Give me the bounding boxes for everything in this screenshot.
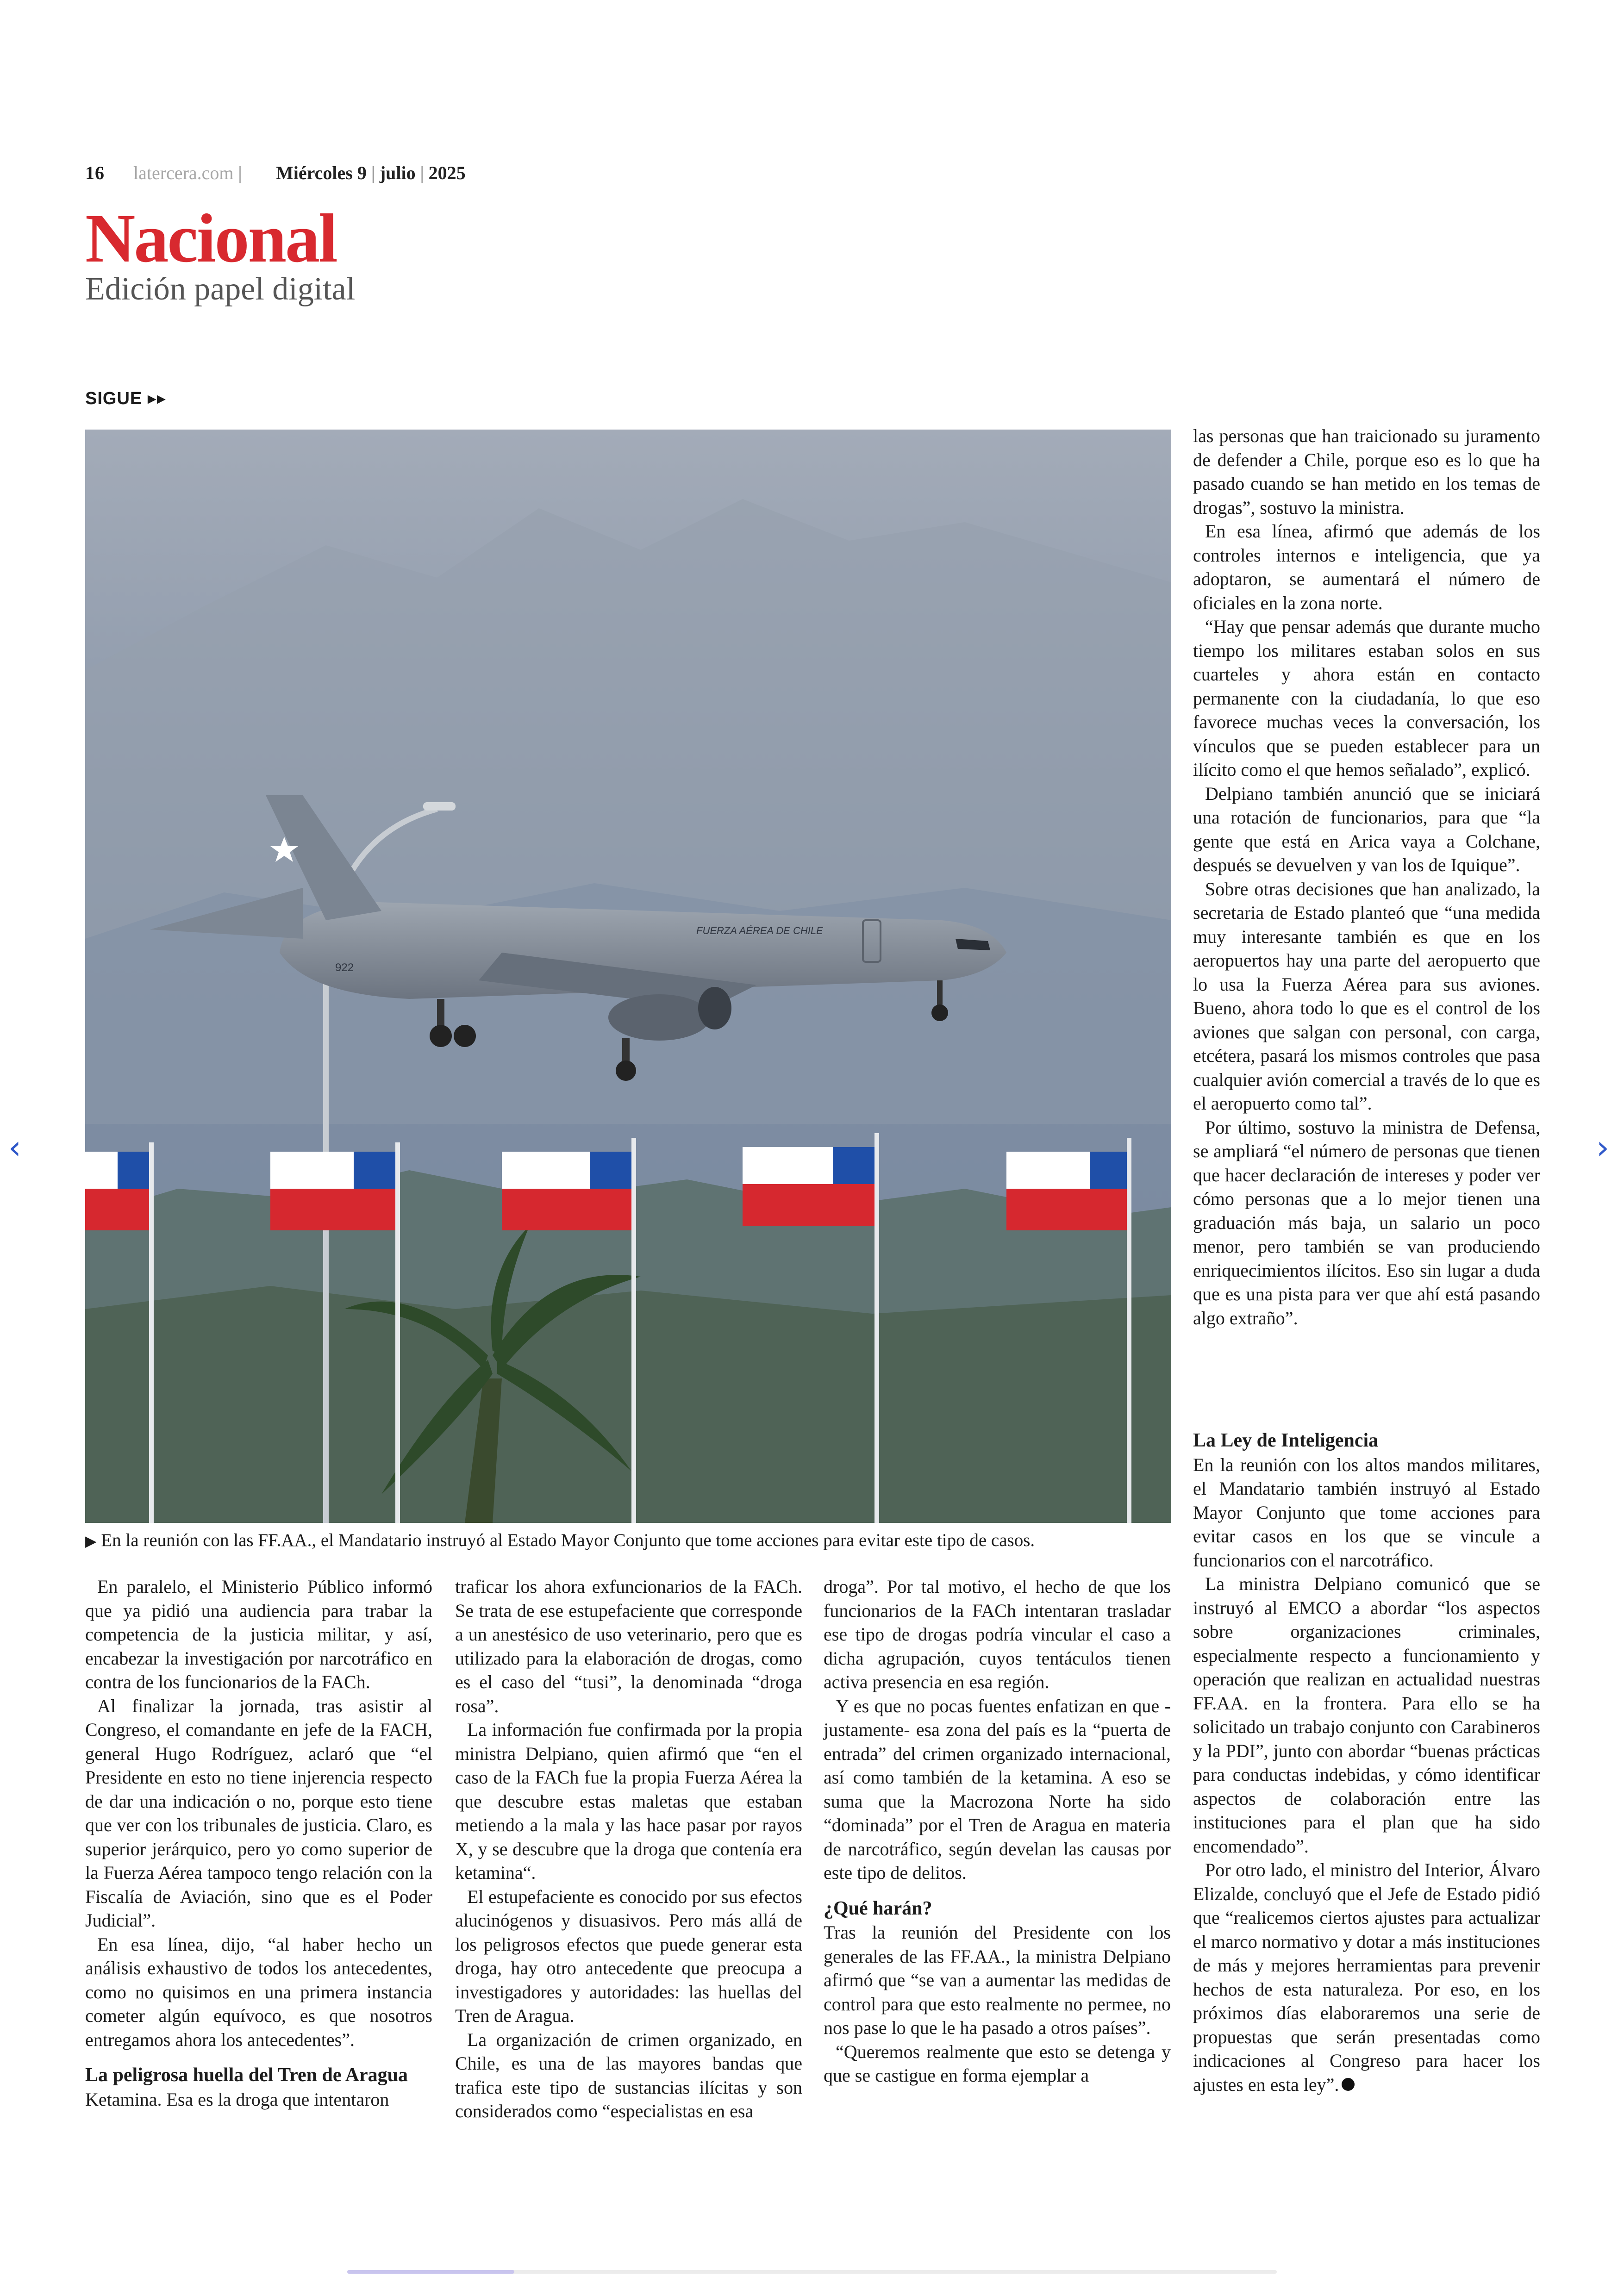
article-column-4-continued [1193,1429,1540,2096]
paragraph: Sobre otras decisiones que han analizado, la secretaria de Estado planteó que “una medida muy interesante también es que en los aeropuertos hay una parte del aeropuerto que lo usa la Fuerza Aérea para sus aviones. Bueno, ahora todo lo que es el control de los aviones que salgan con personal, con carga, etcétera, pasará los mismos controles que pasa cualquier avión comercial a través de lo que es el aeropuerto como tal”. [1193,878,1540,1114]
paragraph-text: Por otro lado, el ministro del Interior, Álvaro Elizalde, concluyó que el Jefe de Estado pidió que “realicemos ciertos ajustes para actualizar el marco normativo y dotar a más instituciones de más y mejores herramientas para prevenir hechos de esta naturaleza. Por eso, en los próximos días elaboraremos una serie de propuestas que serán presentadas como indicaciones al Congreso para hacer los ajustes en esta ley”. [1193,1859,1540,2095]
chevron-left-icon: ‹ [8,1129,21,1166]
article-column-4 [1193,424,1540,1330]
paragraph: Delpiano también anunció que se iniciará una rotación de funcionarios, para que “la gente que está en Arica vaya a Colchane, después se devuelven y van los de Iquique”. [1193,783,1540,875]
subheading: ¿Qué harán? [824,1897,932,1919]
page-progress-indicator [347,2270,514,2274]
article-column-2 [455,1575,802,2123]
kicker-label: SIGUE ▸▸ [85,389,166,408]
divider: | [238,162,242,183]
divider: | [420,162,424,183]
paragraph: El estupefaciente es conocido por sus efectos alucinógenos y disuasivos. Pero más allá de los peligrosos efectos que puede generar esta droga, hay otro antecedente que preocupa a investigadores y autoridades: las huellas del Tren de Aragua. [455,1886,802,2026]
end-of-article-icon [1342,2078,1355,2091]
airplane-photo-illustration [85,430,1171,1523]
paragraph: Tras la reunión del Presidente con los generales de las FF.AA., la ministra Delpiano afirmó que “se van a aumentar las medidas de control para que esto realmente no permee, no nos pase lo que le ha pasado a otros países”. [824,1922,1171,2038]
caption-text: En la reunión con las FF.AA., el Mandatario instruyó al Estado Mayor Conjunto que tome acciones para evitar este tipo de casos. [101,1530,1035,1550]
paragraph: La organización de crimen organizado, en Chile, es una de las mayores bandas que trafica este tipo de sustancias ilícitas y son considerados como “especialistas en esa [455,2029,802,2121]
page-number: 16 [85,162,105,183]
section-subtitle: Edición papel digital [85,271,356,307]
subheading: La peligrosa huella del Tren de Aragua [85,2064,408,2086]
paragraph: En paralelo, el Ministerio Público informó que ya pidió una audiencia para trabar la competencia de la justicia militar, y así, encabezar la investigación por narcotráfico en contra de los funcionarios de la FACh. [85,1576,432,1692]
svg-text:FUERZA AÉREA DE CHILE: FUERZA AÉREA DE CHILE [696,925,823,936]
paragraph: Ketamina. Esa es la droga que intentaron [85,2089,389,2110]
next-page-button[interactable] [1596,1131,1609,1164]
paragraph: En la reunión con los altos mandos militares, el Mandatario también instruyó al Estado Mayor Conjunto que tome acciones para evitar casos en los que se vincule a funcionarios con el narcotráfico. [1193,1454,1540,1571]
subheading: La Ley de Inteligencia [1193,1430,1379,1451]
paragraph: Al finalizar la jornada, tras asistir al Congreso, el comandante en jefe de la FACH, general Hugo Rodríguez, aclaró que “el Presidente en esto no tiene injerencia respecto de dar una indicación o no, porque esto tiene que ver con los tribunales de justicia. Claro, es superior jerárquico, pero yo como superior de la Fuerza Aérea tampoco tengo relación con la Fiscalía de Aviación, sino que es el Poder Judicial”. [85,1695,432,1931]
divider: | [371,162,375,183]
article-photo [85,430,1171,1523]
date-month: julio [379,162,416,183]
paragraph: “Queremos realmente que esto se detenga y que se castigue en forma ejemplar a [824,2041,1171,2086]
date-year: 2025 [428,162,466,183]
paragraph: En esa línea, afirmó que además de los controles internos e inteligencia, que ya adoptaron, se aumentará el número de oficiales en la zona norte. [1193,521,1540,613]
paragraph: La ministra Delpiano comunicó que se instruyó al EMCO a abordar “los aspectos sobre organizaciones criminales, especialmente respecto a funcionamiento y operación que realizan en actualidad nuestras FF.AA. en la frontera. Para ello se ha solicitado un trabajo conjunto con Carabineros y la PDI”, junto con abordar “buenas prácticas para conductas indebidas, y cómo identificar aspectos de colaboración entre las instituciones para el plan que ha sido encomendado”. [1193,1573,1540,1857]
photo-caption [85,1530,1171,1552]
paragraph: Y es que no pocas fuentes enfatizan en que -justamente- esa zona del país es la “puerta de entrada” del crimen organizado internacional, así como también de la ketamina. A eso se suma que la Macrozona Norte ha sido “dominada” por el Tren de Aragua en materia de narcotráfico, según develan las causas por este tipo de delitos. [824,1695,1171,1883]
paragraph: “Hay que pensar además que durante mucho tiempo los militares estaban solos en sus cuarteles y ahora están en contacto permanente con la ciudadanía, lo que eso favorece muchas veces la conversación, los vínculos que se pueden establecer para un ilícito como el que hemos señalado”, explicó. [1193,616,1540,780]
site-url: latercera.com [133,162,234,183]
section-title: Nacional [85,200,337,277]
paragraph: droga”. Por tal motivo, el hecho de que los funcionarios de la FACh intentaran trasladar ese tipo de drogas podría vincular el caso a dicha agrupación, cuyos tentáculos tienen activa presencia en esa región. [824,1576,1171,1692]
paragraph: En esa línea, dijo, “al haber hecho un análisis exhaustivo de todos los antecedentes, como no quisimos en una primera instancia cometer algún equívoco, es que nosotros entregamos ahora los antecedentes”. [85,1933,432,2050]
paragraph: traficar los ahora exfuncionarios de la FACh. Se trata de ese estupefaciente que corresponde a un anestésico de uso veterinario, pero que es utilizado para la elaboración de drogas, como es el caso del “tusi”, la denominada “droga rosa”. [455,1576,802,1716]
site-name [133,162,242,184]
issue-date [276,162,466,184]
paragraph: Por último, sostuvo la ministra de Defensa, se ampliará “el número de personas que tienen que hacer declaración de intereses y poder ver cómo personas que a lo mejor tienen una graduación más baja, un salario un poco menor, pero también se van produciendo enriquecimientos ilícitos. Eso sin lugar a duda que es una pista para ver que ahí está pasando algo extraño”. [1193,1116,1540,1328]
article-column-3 [824,1575,1171,2088]
paragraph [1193,1858,1540,2096]
paragraph: las personas que han traicionado su juramento de defender a Chile, porque eso es lo que ha pasado cuando se han metido en los temas de drogas”, sostuvo la ministra. [1193,425,1540,518]
svg-text:922: 922 [335,961,354,974]
paragraph: La información fue confirmada por la propia ministra Delpiano, quien afirmó que “en el caso de la FACh fue la propia Fuerza Aérea la que descubre estas maletas que estaban metiendo a la mala y las hace pasar por rayos X, y se descubre que la droga que contenía era ketamina“. [455,1719,802,1883]
chevron-right-icon: › [1596,1129,1609,1166]
previous-page-button[interactable] [8,1131,21,1164]
article-column-1 [85,1575,432,2111]
date-day: Miércoles 9 [276,162,367,183]
caption-marker: ▶ [85,1533,97,1549]
